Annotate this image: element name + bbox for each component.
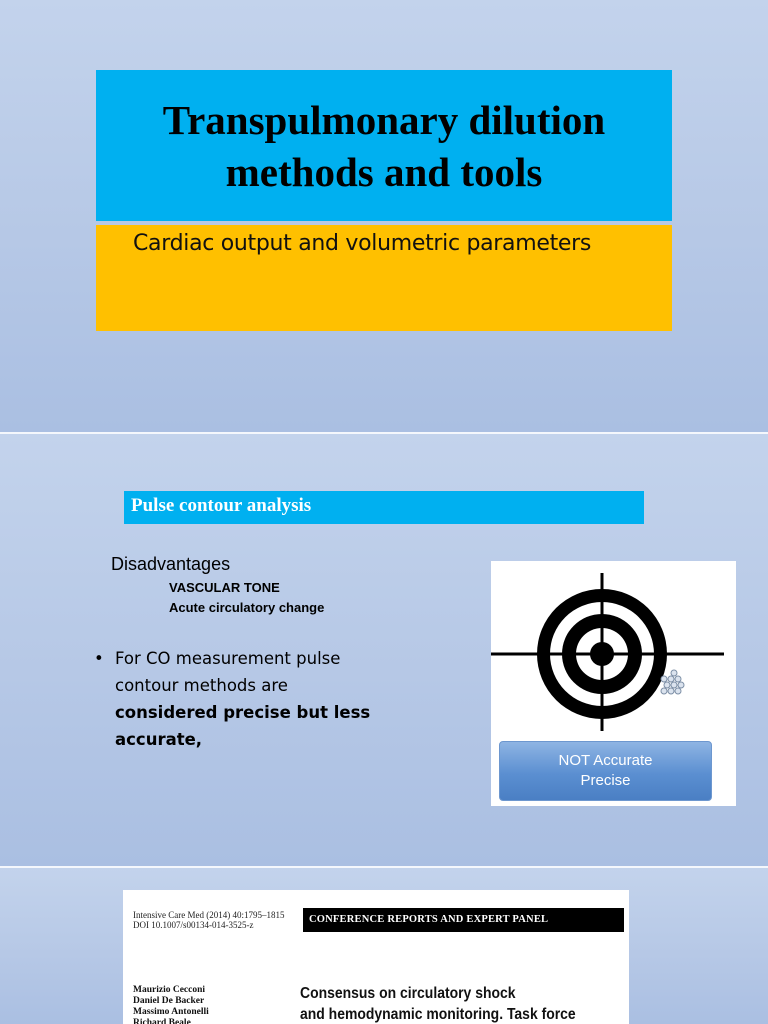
paper-excerpt <box>123 890 629 1024</box>
disadvantage-item: VASCULAR TONE <box>169 580 280 595</box>
slide-title <box>0 0 768 432</box>
subtitle-text: Cardiac output and volumetric parameters <box>133 231 592 256</box>
journal-ref-line: Intensive Care Med (2014) 40:1795–1815 <box>133 910 285 920</box>
accuracy-label-line: Precise <box>580 772 631 789</box>
title-box <box>96 70 672 221</box>
target-image-panel <box>491 561 736 806</box>
subtitle-box <box>96 225 672 331</box>
section-banner <box>303 908 624 932</box>
title-line: methods and tools <box>225 148 543 195</box>
paper-title-line: and hemodynamic monitoring. Task force <box>300 1006 576 1023</box>
disadvantages-title: Disadvantages <box>111 554 231 574</box>
accuracy-label-line: NOT Accurate <box>558 752 653 769</box>
bullet-icon: • <box>94 649 104 668</box>
author-name: Richard Beale <box>133 1018 191 1024</box>
author-name: Daniel De Backer <box>133 996 205 1006</box>
bullet-line: contour methods are <box>115 676 288 695</box>
slide-consensus-paper <box>0 868 768 1024</box>
disadvantage-item: Acute circulatory change <box>169 600 325 615</box>
accuracy-label-button <box>499 741 712 801</box>
journal-ref-line: DOI 10.1007/s00134-014-3525-z <box>133 920 254 930</box>
section-banner-text: CONFERENCE REPORTS AND EXPERT PANEL <box>309 914 549 925</box>
section-header <box>124 491 644 524</box>
section-header-text: Pulse contour analysis <box>131 495 312 516</box>
shot-cluster-icon <box>661 670 684 694</box>
paper-title-line: Consensus on circulatory shock <box>300 985 516 1002</box>
bullet-bold-line: considered precise but less <box>115 703 371 722</box>
bullet-text <box>115 645 394 753</box>
paper-title <box>300 983 576 1024</box>
bullet-bold-line: accurate, <box>115 730 203 749</box>
title-line: Transpulmonary dilution <box>162 96 606 143</box>
author-name: Massimo Antonelli <box>133 1007 209 1017</box>
journal-reference <box>133 910 284 930</box>
slide-title-text <box>163 94 605 198</box>
bullet-point <box>94 645 394 753</box>
author-name: Maurizio Cecconi <box>133 985 206 995</box>
slide-pulse-contour <box>0 434 768 866</box>
author-list <box>133 985 209 1024</box>
bullet-line: For CO measurement pulse <box>115 649 341 668</box>
